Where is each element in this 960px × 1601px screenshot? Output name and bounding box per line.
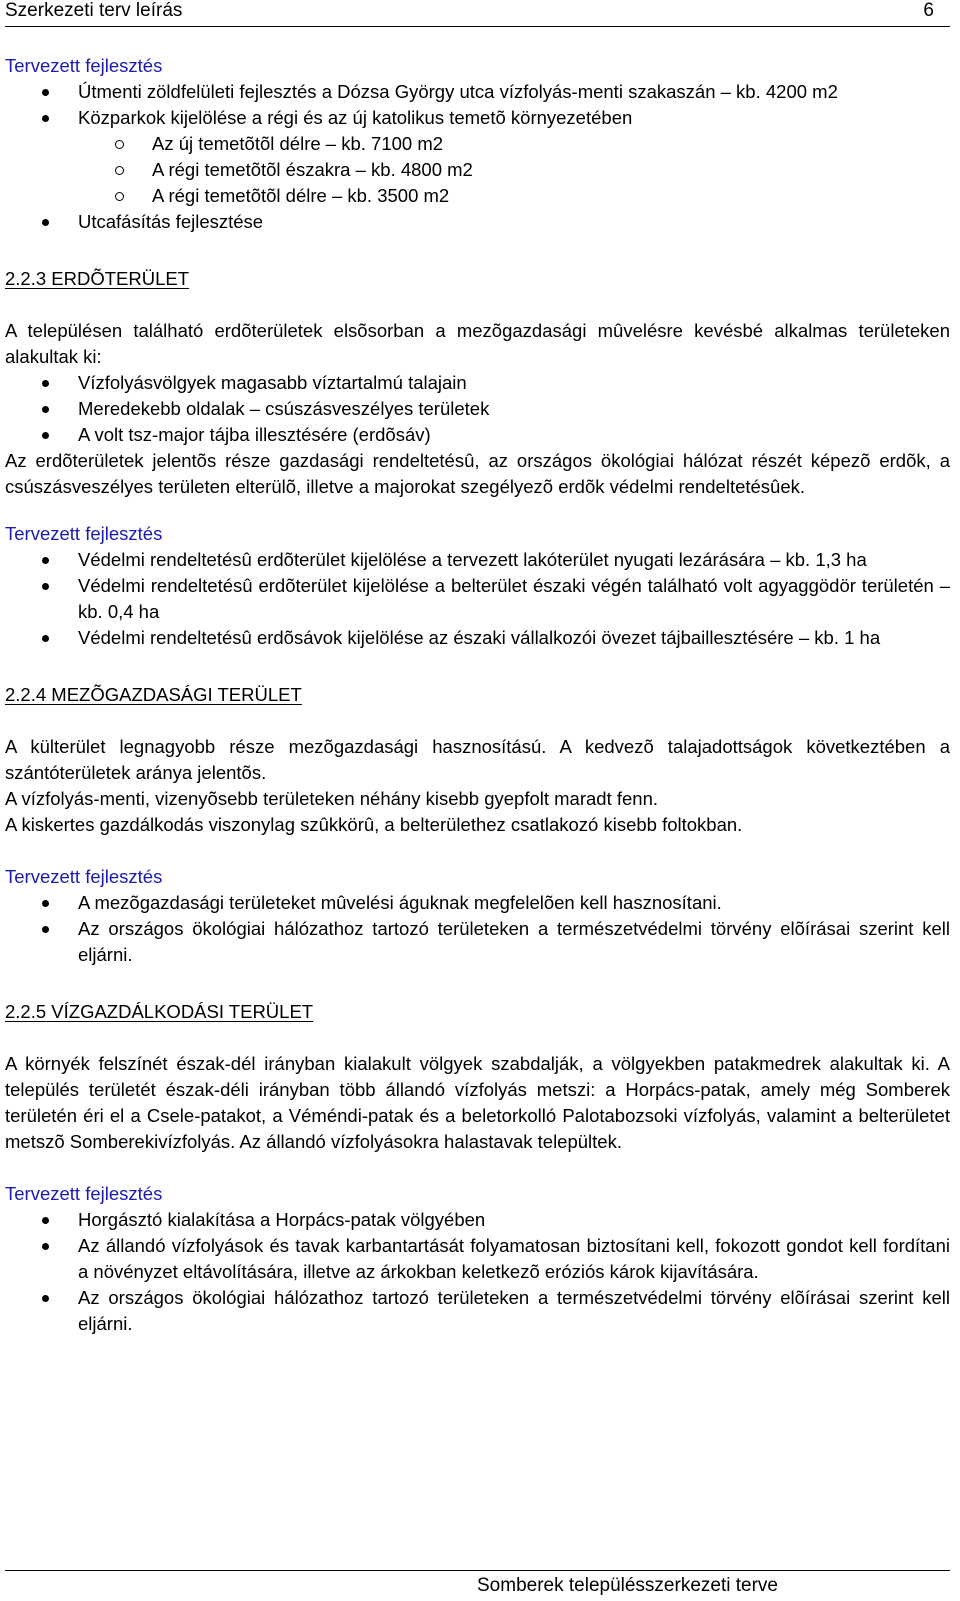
development-list [5,1207,950,1337]
planned-development-title: Tervezett fejlesztés [5,55,163,76]
paragraph: A környék felszínét észak-dél irányban kialakult völgyek szabdalják, a völgyekben patakmedrek alakultak ki. A település területét észak-déli irányban több állandó vízfolyás metszi: a Horpács-patak, amely még Somberek területén éri el a Csele-patakot, a Véméndi-patak és a beletorkolló Palotabozsoki vízfolyás, valamint a belterületet metszõ Somberekivízfolyás. Az állandó vízfolyásokra halastavak települtek. [5,1053,950,1152]
list-item: Meredekebb oldalak – csúszásveszélyes területek [5,396,950,422]
page-number: 6 [923,0,934,21]
list-item: Útmenti zöldfelületi fejlesztés a Dózsa György utca vízfolyás-menti szakaszán – kb. 4200 m2 [5,79,950,105]
list-item: Védelmi rendeltetésû erdõterület kijelölése a belterület északi végén található volt agyaggödör területén – kb. 0,4 ha [5,573,950,625]
sublist-item: A régi temetõtõl északra – kb. 4800 m2 [5,157,950,183]
list-item: Horgásztó kialakítása a Horpács-patak völgyében [5,1207,950,1233]
document-page [5,0,950,1596]
running-header [5,0,950,27]
section-heading-forest [5,265,950,292]
section-title: MEZÕGAZDASÁGI TERÜLET [51,684,302,705]
list-item: Utcafásítás fejlesztése [5,209,950,235]
section-title: ERDÕTERÜLET [51,268,190,289]
list-item: Közparkok kijelölése a régi és az új katolikus temetõ környezetében [5,105,950,131]
paragraph: A településen található erdõterületek elsõsorban a mezõgazdasági mûvelésre kevésbé alkalmas területeken alakultak ki: [5,320,950,367]
list-item: Az állandó vízfolyások és tavak karbantartását folyamatosan biztosítani kell, fokozott gondot kell fordítani a növényzet eltávolítására, illetve az árkokban keletkezõ eróziós károk kijavítására. [5,1233,950,1285]
section-number: 2.2.5 [5,1001,47,1022]
forest-list [5,370,950,448]
development-list [5,209,950,235]
development-list [5,79,950,131]
section-number: 2.2.4 [5,684,47,705]
park-sublist [5,131,950,209]
planned-development-title: Tervezett fejlesztés [5,866,163,887]
list-item: Az országos ökológiai hálózathoz tartozó területeken a természetvédelmi törvény elõírásai szerint kell eljárni. [5,1285,950,1337]
list-item: A volt tsz-major tájba illesztésére (erdõsáv) [5,422,950,448]
development-list [5,890,950,968]
planned-development-title: Tervezett fejlesztés [5,1183,163,1204]
header-title: Szerkezeti terv leírás [5,0,183,21]
sublist-item: Az új temetõtõl délre – kb. 7100 m2 [5,131,950,157]
section-number: 2.2.3 [5,268,47,289]
paragraph: Az erdõterületek jelentõs része gazdasági rendeltetésû, az országos ökológiai hálózat részét képezõ erdõk, a csúszásveszélyes területen elterülõ, illetve a majorokat szegélyezõ erdõk védelmi rendeltetésûek. [5,450,950,497]
section-heading-agriculture [5,681,950,708]
paragraph: A külterület legnagyobb része mezõgazdasági hasznosítású. A kedvezõ talajadottságok következtében a szántóterületek aránya jelentõs. [5,736,950,783]
list-item: Védelmi rendeltetésû erdõterület kijelölése a tervezett lakóterület nyugati lezárására – kb. 1,3 ha [5,547,950,573]
list-item: Vízfolyásvölgyek magasabb víztartalmú talajain [5,370,950,396]
development-list [5,547,950,651]
list-item: Védelmi rendeltetésû erdõsávok kijelölése az északi vállalkozói övezet tájbaillesztésére – kb. 1 ha [5,625,950,651]
sublist-item: A régi temetõtõl délre – kb. 3500 m2 [5,183,950,209]
list-item: Az országos ökológiai hálózathoz tartozó területeken a természetvédelmi törvény elõírásai szerint kell eljárni. [5,916,950,968]
section-heading-water [5,998,950,1025]
list-item: A mezõgazdasági területeket mûvelési águknak megfelelõen kell hasznosítani. [5,890,950,916]
section-title: VÍZGAZDÁLKODÁSI TERÜLET [51,1001,314,1022]
footer-text: Somberek településszerkezeti terve [477,1575,778,1596]
paragraph: A kiskertes gazdálkodás viszonylag szûkkörû, a belterülethez csatlakozó kisebb foltokban. [5,814,743,835]
running-footer [5,1570,950,1597]
planned-development-title: Tervezett fejlesztés [5,523,163,544]
paragraph: A vízfolyás-menti, vizenyõsebb területeken néhány kisebb gyepfolt maradt fenn. [5,788,659,809]
